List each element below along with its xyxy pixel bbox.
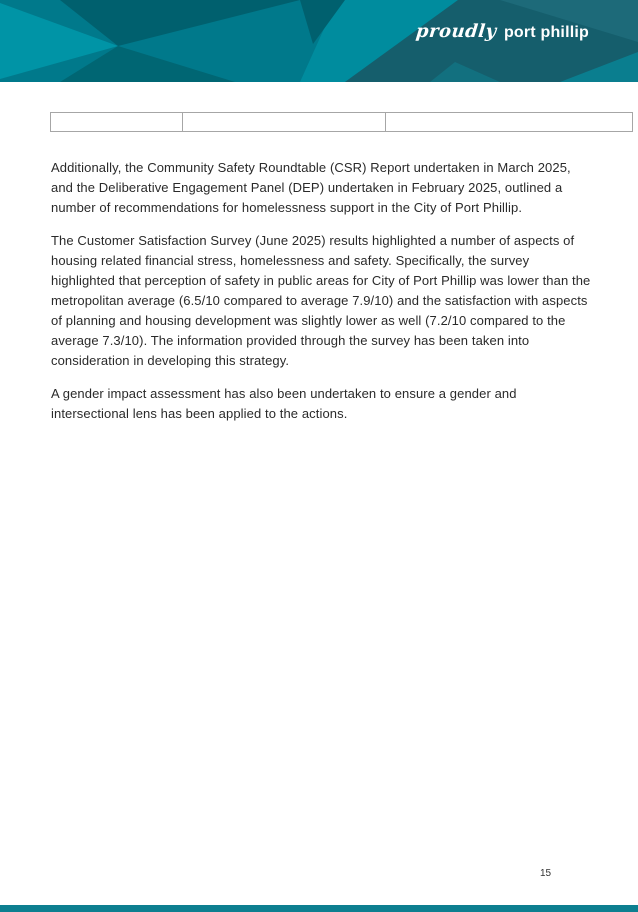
paragraph-gender-impact: A gender impact assessment has also been undertaken to ensure a gender and intersectional lens has been applied to the actions. [51, 386, 517, 421]
header-banner [0, 0, 638, 82]
paragraph-csr-dep: Additionally, the Community Safety Roundtable (CSR) Report undertaken in March 2025, and the Deliberative Engagement Panel (DEP) undertaken in February 2025, outlined a number of recommendations for homelessness support in the City of Port Phillip. [51, 160, 571, 215]
logo-script-text: proudly [415, 21, 499, 42]
table-cell-2 [183, 113, 386, 132]
body-text [51, 158, 592, 437]
table-cell-3 [386, 113, 633, 132]
page-number: 15 [540, 868, 552, 879]
footer-strip [0, 905, 638, 912]
table-row [51, 113, 633, 132]
port-phillip-logo [416, 21, 589, 42]
paragraph-customer-satisfaction-survey: The Customer Satisfaction Survey (June 2025) results highlighted a number of aspects of housing related financial stress, homelessness and safety. Specifically, the survey highlighted that perception of safety in public areas for City of Port Phillip was lower than the metropolitan average (6.5/10 compared to average 7.9/10) and the satisfaction with aspects of planning and housing development was slightly lower as well (7.2/10 compared to the average 7.3/10). The information provided through the survey has been taken into consideration in developing this strategy. [51, 233, 591, 368]
empty-table [50, 112, 633, 132]
logo-brand-text: port phillip [503, 24, 589, 41]
table-cell-1 [51, 113, 183, 132]
